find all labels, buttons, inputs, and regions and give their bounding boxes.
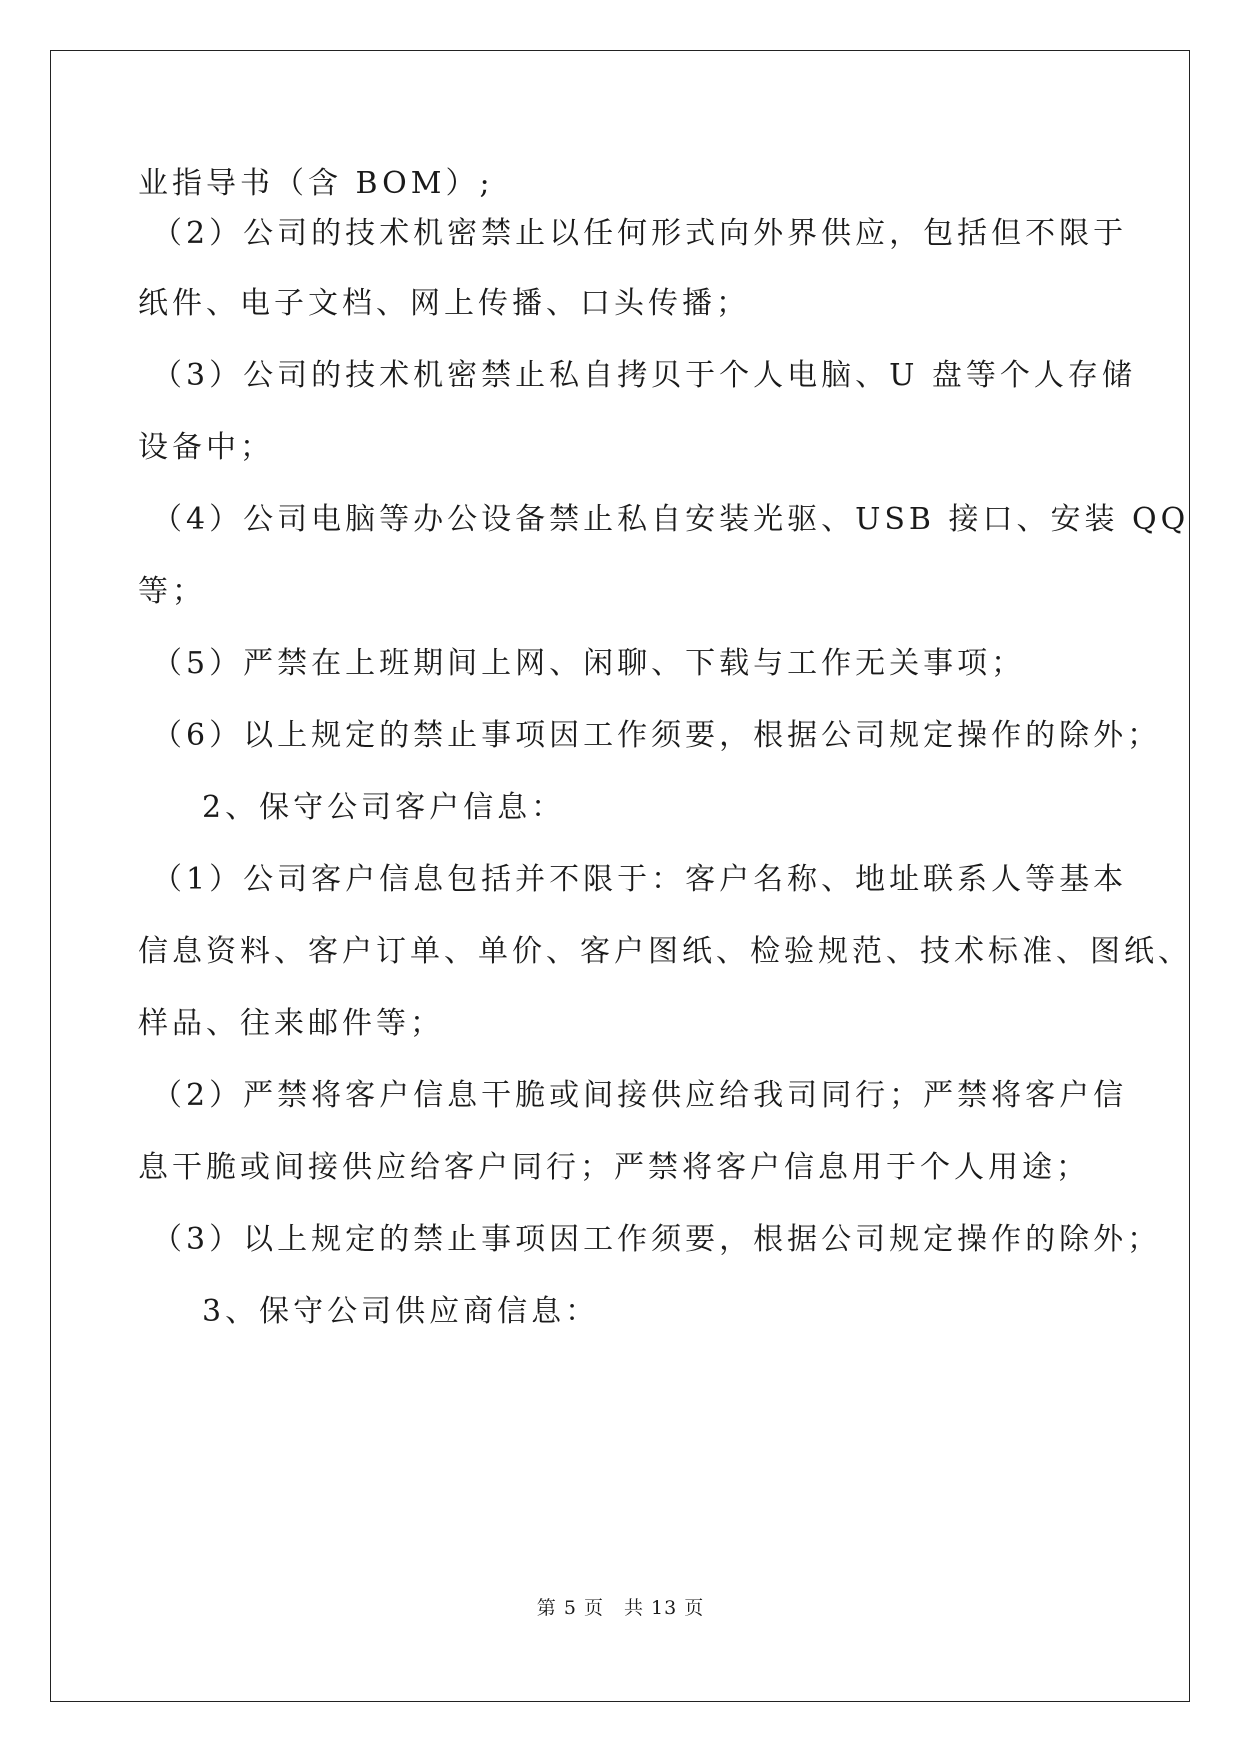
text-line: （3）以上规定的禁止事项因工作须要，根据公司规定操作的除外；	[152, 1222, 1162, 1257]
text-line: 信息资料、客户订单、单价、客户图纸、检验规范、技术标准、图纸、	[138, 934, 1192, 969]
text-line: 等；	[138, 574, 206, 609]
text-line: 设备中；	[138, 430, 274, 465]
text-line: 样品、往来邮件等；	[138, 1006, 444, 1041]
text-line: （1）公司客户信息包括并不限于：客户名称、地址联系人等基本	[152, 862, 1128, 897]
text-line: （2）公司的技术机密禁止以任何形式向外界供应，包括但不限于	[152, 216, 1128, 251]
text-line: 业指导书（含 BOM）;	[138, 166, 494, 201]
text-line: 2、保守公司客户信息：	[202, 790, 566, 825]
text-line: （6）以上规定的禁止事项因工作须要，根据公司规定操作的除外；	[152, 718, 1162, 753]
text-line: 纸件、电子文档、网上传播、口头传播；	[138, 286, 750, 321]
text-line: （5）严禁在上班期间上网、闲聊、下载与工作无关事项；	[152, 646, 1026, 681]
page-number: 第 5 页 共 13 页	[536, 1597, 705, 1619]
text-line: （2）严禁将客户信息干脆或间接供应给我司同行；严禁将客户信	[152, 1078, 1128, 1113]
text-line: 3、保守公司供应商信息：	[202, 1294, 600, 1329]
text-line: 息干脆或间接供应给客户同行；严禁将客户信息用于个人用途；	[138, 1150, 1090, 1185]
text-line: （4）公司电脑等办公设备禁止私自安装光驱、USB 接口、安装 QQ	[152, 502, 1190, 537]
text-line: （3）公司的技术机密禁止私自拷贝于个人电脑、U 盘等个人存储	[152, 358, 1136, 393]
